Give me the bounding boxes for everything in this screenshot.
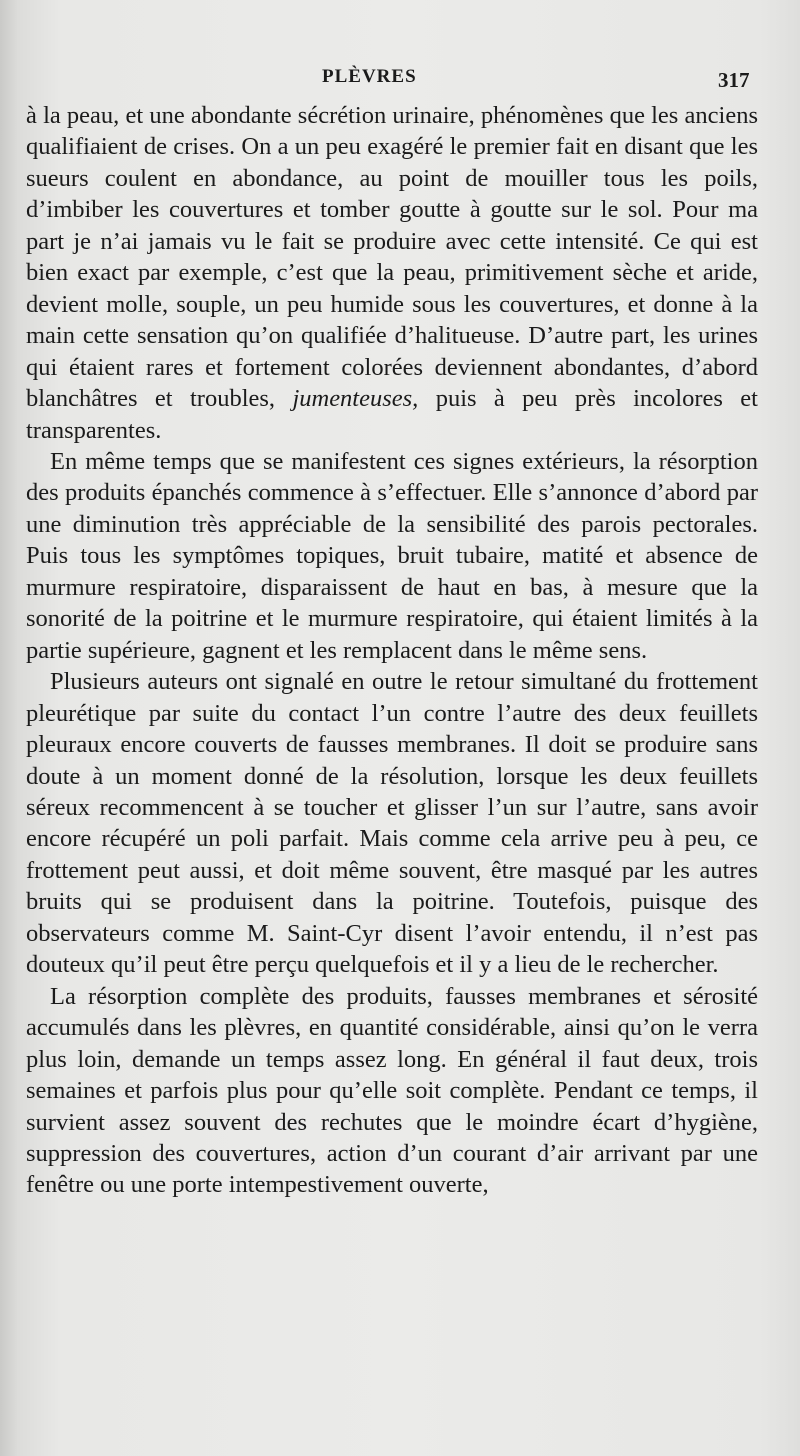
- paragraph-2: En même temps que se manifestent ces signes extérieurs, la résorption des produits épanchés commence à s’effectuer. Elle s’annonce d’abord par une diminution très appréciable de la sensibilité des parois pectorales. Puis tous les symptômes topiques, bruit tubaire, matité et absence de murmure respiratoire, disparaissent de haut en bas, à mesure que la sonorité de la poitrine et le murmure respiratoire, qui étaient limités à la partie supérieure, gagnent et les remplacent dans le même sens.: [26, 447, 758, 664]
- paragraph-4: La résorption complète des produits, fausses membranes et sérosité accumulés dans les plèvres, en quantité considérable, ainsi qu’on le verra plus loin, demande un temps assez long. En général il faut deux, trois semaines et parfois plus pour qu’elle soit complète. Pendant ce temps, il survient assez souvent des rechutes que le moindre écart d’hygiène, suppression des couvertures, action d’un courant d’air arrivant par une fenêtre ou une porte intempestivement ouverte,: [26, 982, 758, 1199]
- page-header: [0, 62, 800, 98]
- page-number: 317: [718, 68, 750, 92]
- paragraph-1-text: à la peau, et une abondante sécrétion urinaire, phénomènes que les anciens qualifiaient de crises. On a un peu exagéré le premier fait en disant que les sueurs coulent en abondance, au point de mouiller tous les poils, d’imbiber les couvertures et tomber goutte à goutte sur le sol. Pour ma part je n’ai jamais vu le fait se produire avec cette intensité. Ce qui est bien exact par exemple, c’est que la peau, primitivement sèche et aride, devient molle, souple, un peu humide sous les couvertures, et donne à la main cette sensation qu’on qualifiée d’halitueuse. D’autre part, les urines qui étaient rares et fortement colorées deviennent abondantes, d’abord blanchâtres et troubles,: [26, 102, 758, 413]
- italic-term: jumenteuses,: [292, 385, 419, 413]
- body-text: [26, 100, 758, 1201]
- paragraph-3: Plusieurs auteurs ont signalé en outre le retour simultané du frottement pleurétique par suite du contact l’un contre l’autre des deux feuillets pleuraux encore couverts de fausses membranes. Il doit se produire sans doute à un moment donné de la résolution, lorsque les deux feuillets séreux recommencent à se toucher et glisser l’un sur l’autre, sans avoir encore récupéré un poli parfait. Mais comme cela arrive peu à peu, ce frottement peut aussi, et doit même souvent, être masqué par les autres bruits qui se produisent dans la poitrine. Toutefois, puisque des observateurs comme M. Saint-Cyr disent l’avoir entendu, il n’est pas douteux qu’il peut être perçu quelquefois et il y a lieu de le rechercher.: [26, 668, 758, 979]
- running-title: PLÈVRES: [322, 66, 417, 87]
- paragraph-1-end: puis à peu près incolores et transparentes.: [26, 385, 758, 444]
- paragraph-1: [26, 100, 758, 446]
